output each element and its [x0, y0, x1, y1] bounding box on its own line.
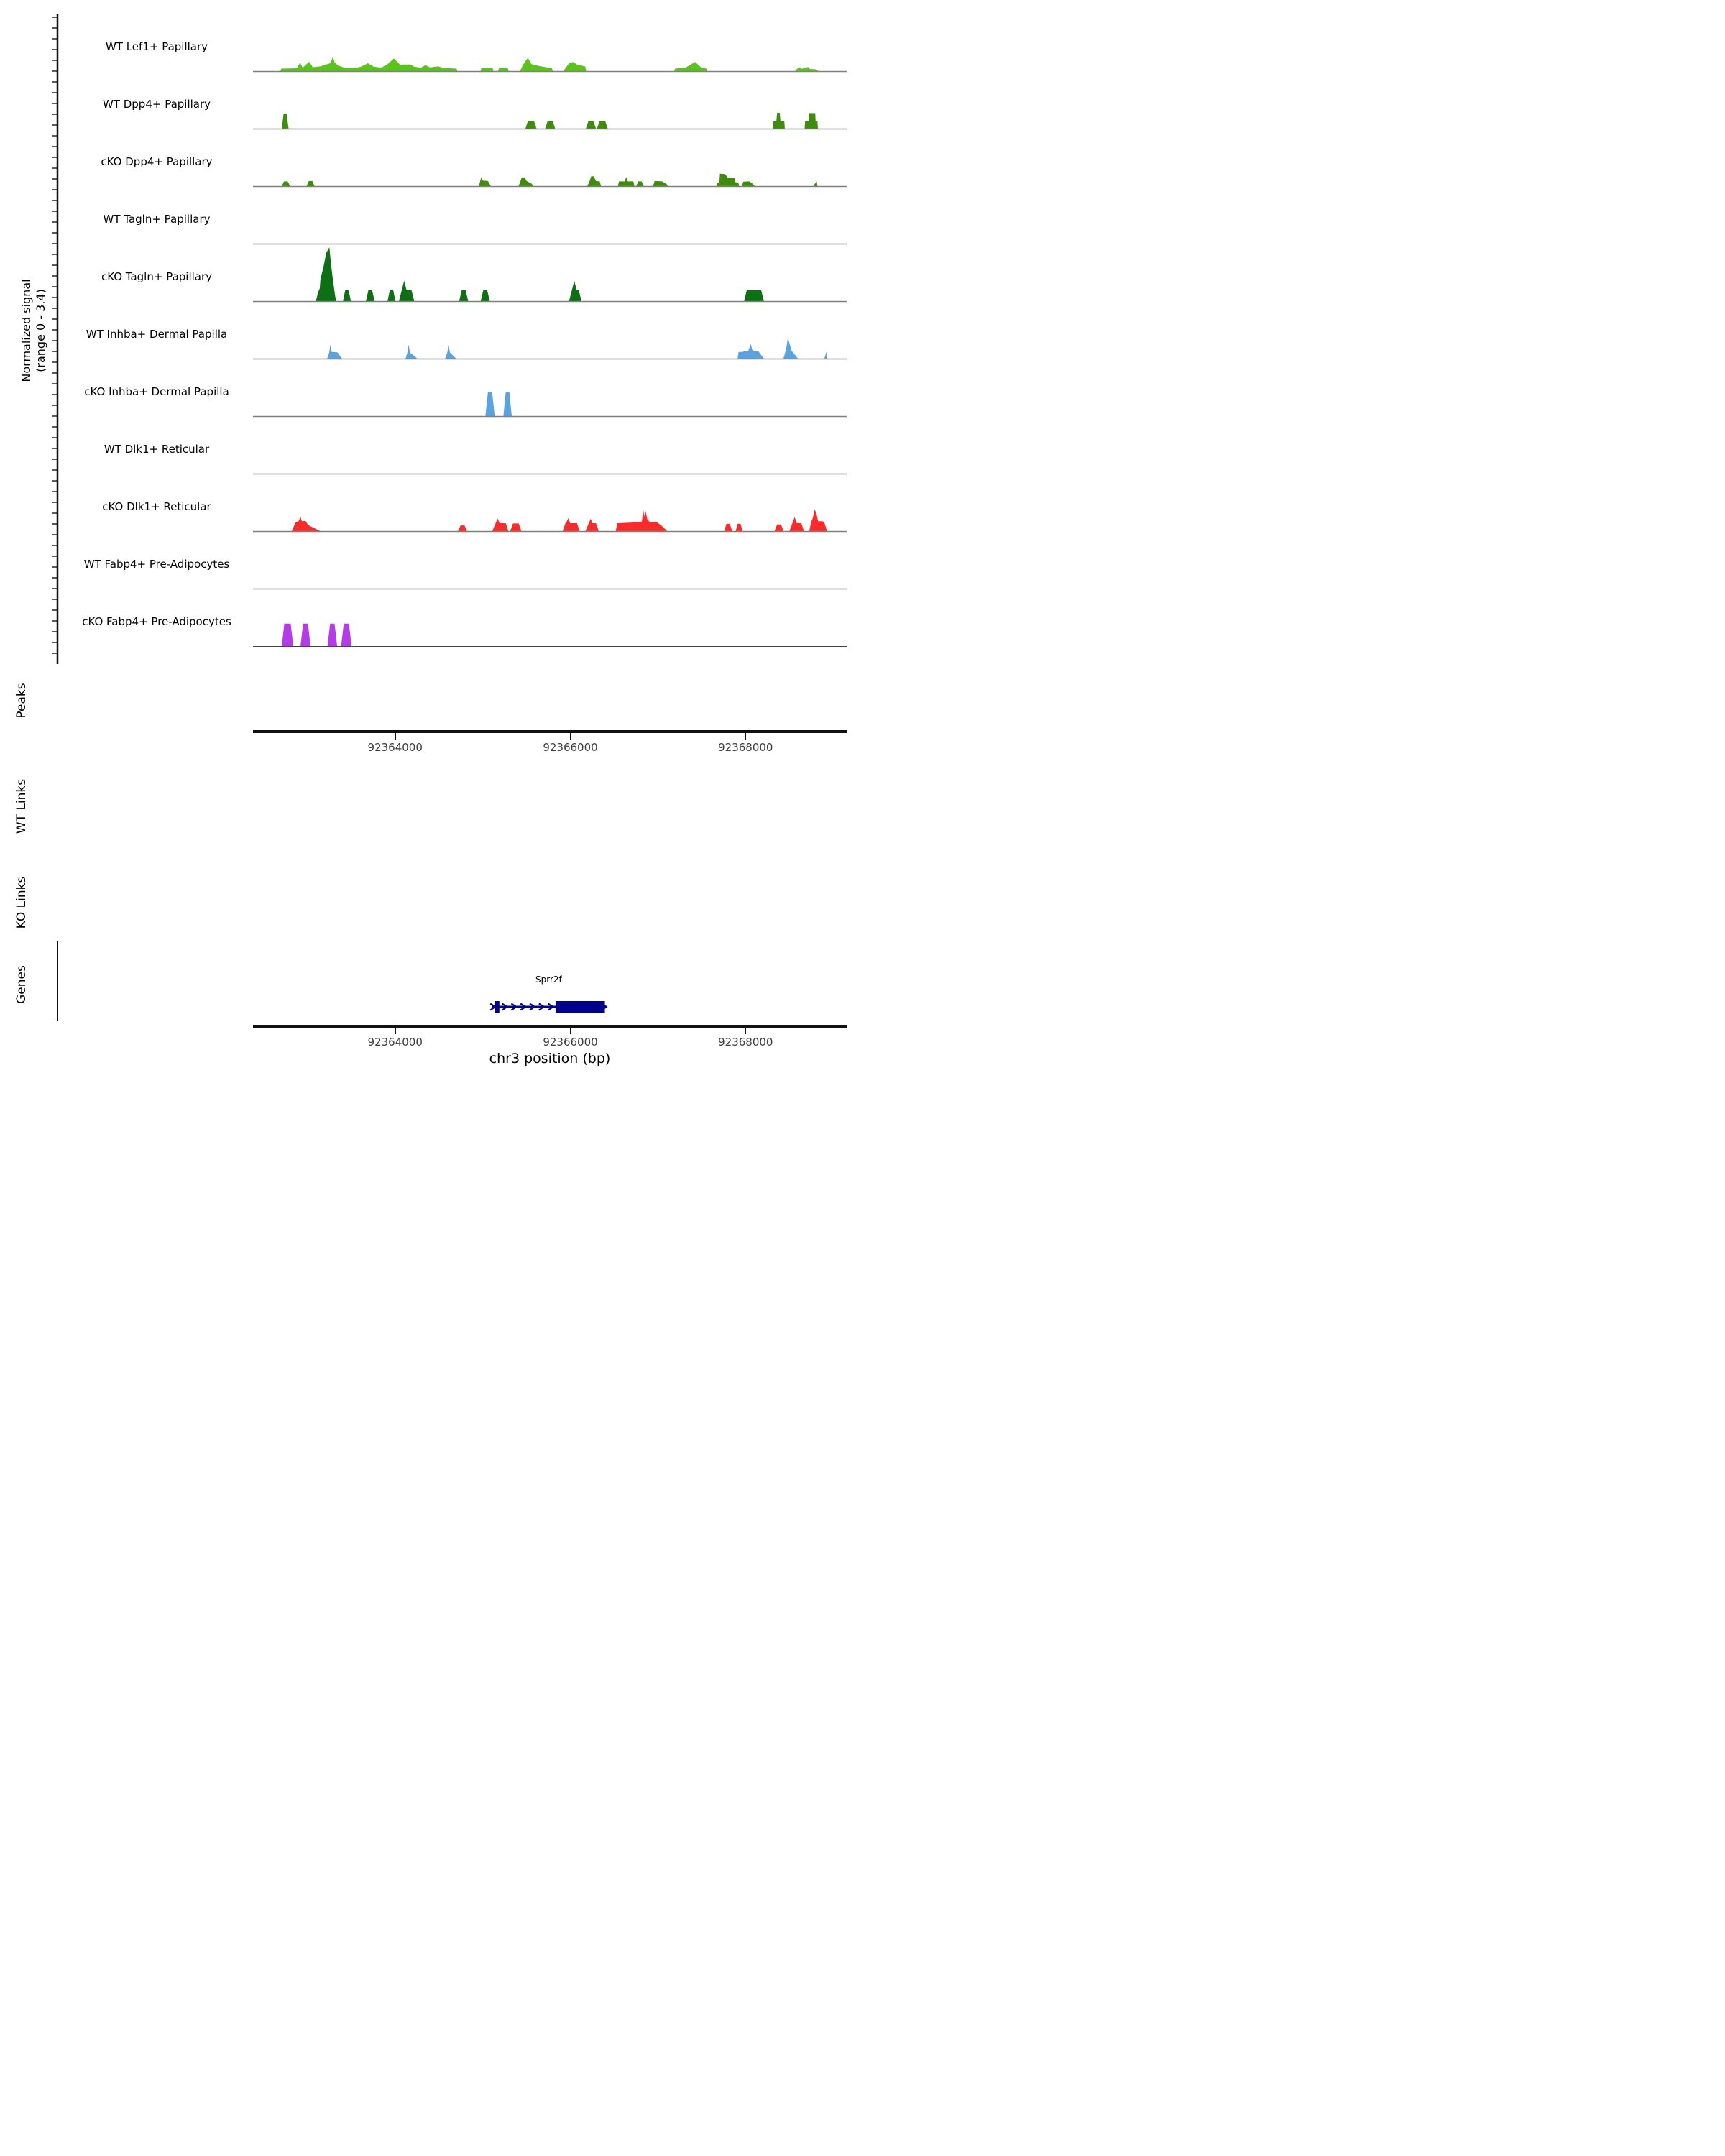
genes-bracket — [57, 941, 59, 1021]
section-label-wt-links: WT Links — [14, 778, 29, 834]
gene-utr-box — [494, 1001, 499, 1013]
peak-shape — [292, 516, 320, 530]
peak-shape — [327, 344, 342, 358]
peak-shape — [775, 524, 783, 530]
peak-shape — [282, 181, 290, 186]
x-axis-title: chr3 position (bp) — [489, 1051, 611, 1067]
peak-shape — [316, 247, 337, 301]
track-signal-svg — [253, 476, 847, 533]
peak-shape — [795, 67, 819, 71]
peak-shape — [503, 392, 512, 416]
track-signal-svg — [253, 303, 847, 360]
peak-shape — [282, 623, 293, 645]
axis-tick — [570, 733, 571, 740]
axis-tick — [395, 1028, 396, 1034]
peak-shape — [445, 344, 456, 358]
axis-tick-label: 92366000 — [543, 741, 598, 754]
gene-end-arrow — [605, 1005, 608, 1009]
axis-tick-label: 92366000 — [543, 1036, 598, 1049]
track-label: WT Tagln+ Papillary — [103, 213, 211, 226]
axis-tick — [570, 1028, 571, 1034]
track-label: WT Dlk1+ Reticular — [104, 443, 210, 456]
axis-tick-label: 92368000 — [718, 1036, 773, 1049]
peak-shape — [737, 344, 764, 358]
track-signal-svg — [253, 361, 847, 418]
peak-shape — [479, 177, 490, 186]
track-label: WT Dpp4+ Papillary — [102, 98, 211, 111]
axis-tick — [395, 733, 396, 740]
peak-shape — [282, 114, 289, 129]
peak-shape — [545, 121, 555, 129]
peak-shape — [618, 177, 635, 186]
track-signal-svg — [253, 246, 847, 303]
peak-shape — [510, 523, 522, 531]
track-label: WT Fabp4+ Pre-Adipocytes — [83, 558, 230, 571]
peak-shape — [481, 290, 490, 301]
gene-name-label: Sprr2f — [535, 975, 562, 985]
peak-shape — [458, 525, 467, 531]
peak-shape — [813, 181, 817, 186]
peak-shape — [280, 57, 457, 71]
bottom-axis — [253, 1025, 847, 1028]
peak-shape — [783, 338, 798, 359]
peak-shape — [307, 180, 315, 185]
peak-shape — [824, 351, 827, 358]
track-signal-svg — [253, 16, 847, 73]
axis-tick-label: 92364000 — [367, 1036, 423, 1049]
peak-shape — [498, 68, 509, 70]
peak-shape — [300, 623, 310, 645]
track-label: WT Lef1+ Papillary — [105, 40, 208, 53]
axis-tick-label: 92368000 — [718, 741, 773, 754]
track-signal-svg — [253, 131, 847, 188]
peak-shape — [459, 290, 469, 301]
track-label: cKO Inhba+ Dermal Papilla — [84, 385, 229, 398]
genome-browser-figure — [0, 0, 862, 1078]
peak-shape — [564, 62, 586, 71]
peak-shape — [653, 180, 668, 185]
track-signal-svg — [253, 418, 847, 475]
axis-tick-label: 92364000 — [367, 741, 423, 754]
track-label: cKO Tagln+ Papillary — [101, 270, 213, 283]
peak-shape — [636, 181, 644, 186]
peak-shape — [736, 523, 743, 530]
peak-shape — [328, 623, 338, 645]
peak-shape — [481, 68, 494, 71]
y-axis-label-line1: Normalized signal — [19, 279, 33, 382]
track-label: WT Inhba+ Dermal Papilla — [86, 328, 228, 341]
track-label: cKO Dpp4+ Papillary — [101, 155, 213, 168]
gene-exon-box — [556, 1001, 605, 1013]
y-axis-label-line2: (range 0 - 3.4) — [34, 289, 47, 372]
track-signal-svg — [253, 533, 847, 590]
section-label-peaks: Peaks — [14, 683, 29, 719]
axis-tick — [745, 733, 746, 740]
peak-shape — [387, 290, 395, 301]
peak-shape — [341, 623, 352, 645]
peak-shape — [742, 181, 755, 186]
peak-shape — [343, 290, 351, 301]
peak-shape — [405, 344, 418, 358]
track-signal-svg — [253, 73, 847, 130]
peak-shape — [587, 176, 601, 186]
peak-shape — [586, 121, 596, 129]
peak-shape — [809, 509, 827, 530]
peak-shape — [674, 62, 707, 71]
peak-shape — [744, 290, 764, 301]
track-signal-svg — [253, 591, 847, 648]
peak-shape — [597, 121, 608, 129]
peaks-axis — [253, 730, 847, 733]
peak-shape — [717, 173, 740, 185]
y-axis-label — [19, 223, 48, 438]
peak-shape — [773, 112, 785, 128]
peak-shape — [525, 121, 537, 129]
peak-shape — [805, 113, 819, 129]
track-signal-svg — [253, 188, 847, 245]
peak-shape — [616, 509, 668, 530]
peak-shape — [485, 392, 494, 416]
peak-shape — [519, 177, 533, 185]
peak-shape — [724, 523, 732, 530]
track-label: cKO Dlk1+ Reticular — [102, 500, 211, 513]
section-label-ko-links: KO Links — [14, 876, 29, 929]
axis-tick — [745, 1028, 746, 1034]
track-label: cKO Fabp4+ Pre-Adipocytes — [82, 615, 231, 628]
peak-shape — [520, 57, 553, 71]
peak-shape — [366, 290, 374, 301]
section-label-genes: Genes — [14, 965, 29, 1004]
